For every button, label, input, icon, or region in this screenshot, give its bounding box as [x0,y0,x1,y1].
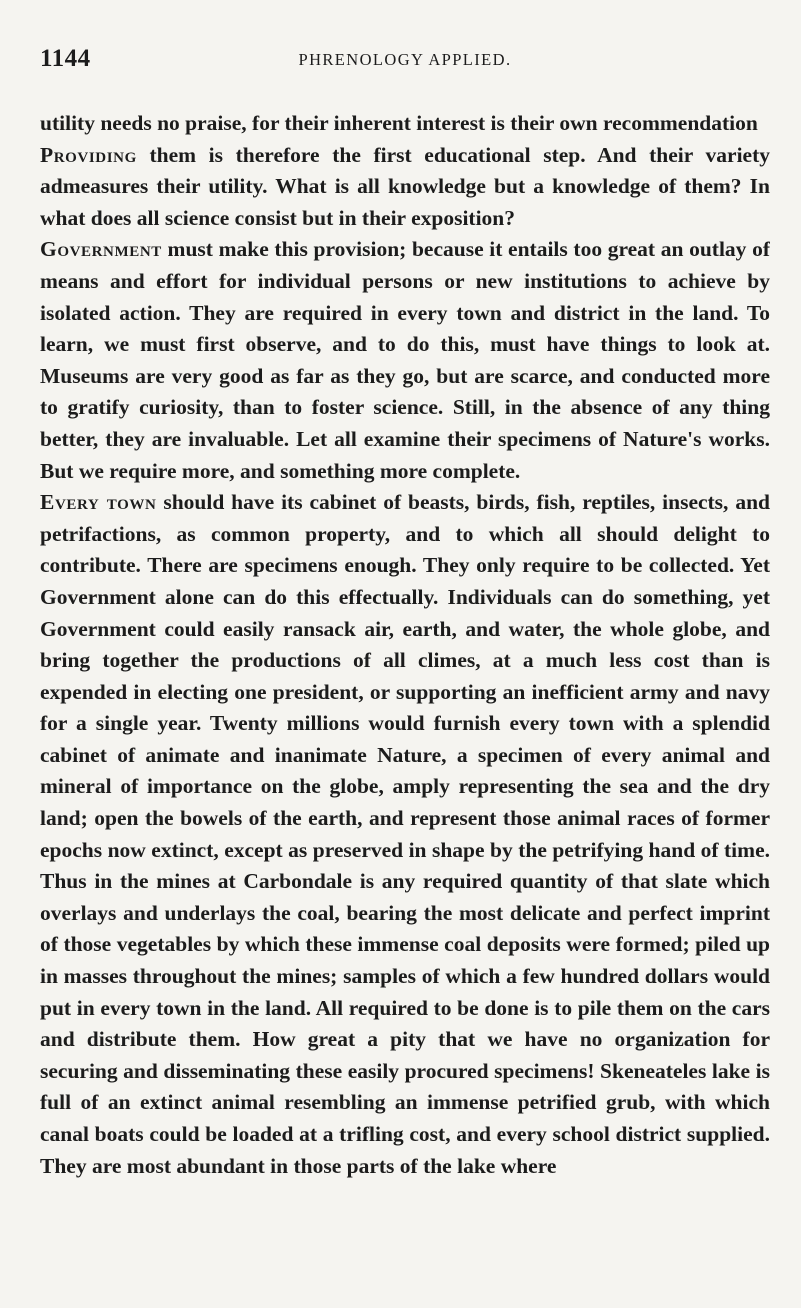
paragraph-lead: Government [40,237,162,262]
book-page [40,36,770,1286]
paragraph-text: utility needs no praise, for their inherent interest is their own recommendation [40,111,758,135]
paragraph-text: must make this provision; because it entails too great an outlay of means and effort for individual persons or new institutions to achieve by isolated action. They are required in every town and district in the land. To learn, we must first observe, and to do this, must have things to look at. Museums are very good as far as they go, but are scarce, and conducted more to gratify curiosity, than to foster science. Still, in the absence of any thing better, they are invaluable. Let all examine their specimens of Nature's works. But we require more, and something more complete. [40,237,770,483]
paragraph-lead: Providing [40,142,137,167]
body-text [40,108,770,1182]
paragraph-lead: Every town [40,490,157,515]
paragraph-text: should have its cabinet of beasts, birds, fish, reptiles, insects, and petrifactions, as common property, and to which all should delight to contribute. There are specimens enough. They only require to be collected. Yet Government alone can do this effectually. Individuals can do something, yet Government could easily ransack air, earth, and water, the whole globe, and bring together the productions of all climes, at a much less cost than is expended in electing one president, or supporting an inefficient army and navy for a single year. Twenty millions would furnish every town with a splendid cabinet of animate and inanimate Nature, a specimen of every animal and mineral of importance on the globe, amply representing the sea and the dry land; open the bowels of the earth, and represent those animal races of former epochs now extinct, except as preserved in shape by the petrifying hand of time. Thus in the mines at Carbondale is any required quantity of that slate which overlays and underlays the coal, bearing the most delicate and perfect imprint of those vegetables by which these immense coal deposits were formed; piled up in masses throughout the mines; samples of which a few hundred dollars would put in every town in the land. All required to be done is to pile them on the cars and distribute them. How great a pity that we have no organization for securing and disseminating these easily procured specimens! Skeneateles lake is full of an extinct animal resembling an immense petrified grub, with which canal boats could be loaded at a trifling cost, and every school district supplied. They are most abundant in those parts of the lake where [40,490,770,1178]
paragraph-text: them is therefore the first educational step. And their variety admeasures their utility. What is all knowledge but a knowledge of them? In what does all science consist but in their exposition? [40,142,770,230]
paragraph-government [40,234,770,487]
page-number: 1144 [40,45,91,72]
paragraph-continuation [40,108,770,140]
running-title: PHRENOLOGY APPLIED. [298,50,512,69]
paragraph-providing [40,140,770,235]
paragraph-every-town [40,487,770,1182]
running-head [40,36,770,82]
